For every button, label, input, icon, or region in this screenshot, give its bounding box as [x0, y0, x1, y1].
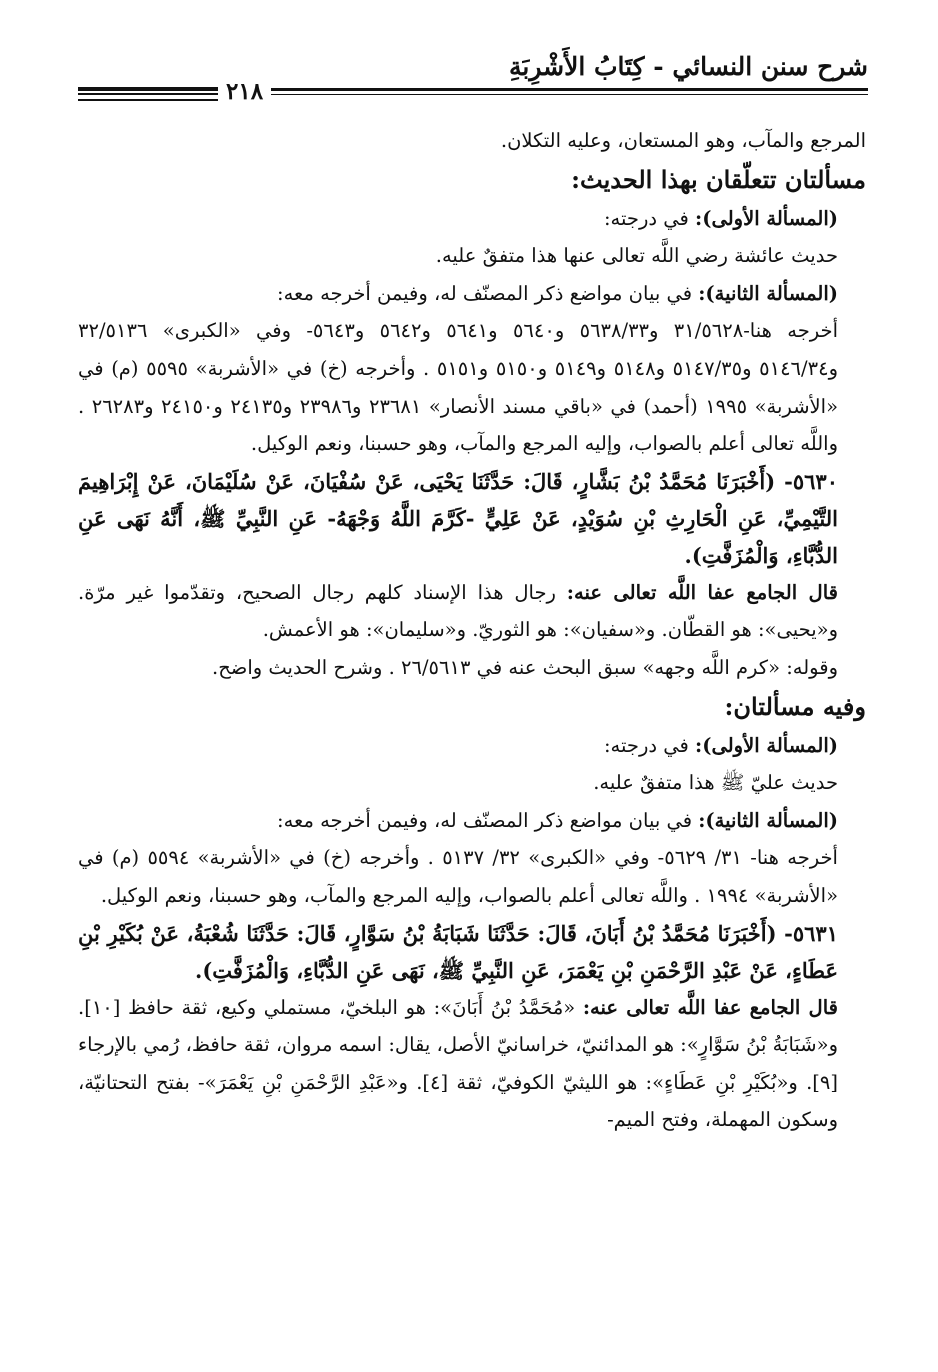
issue-text: في بيان مواضع ذكر المصنّف له، وفيمن أخرجه معه: [277, 281, 699, 305]
header-title: شرح سنن النسائي - كِتَابُ الأَشْرِبَةِ [508, 52, 868, 81]
section-heading: وفيه مسألتان: [724, 691, 866, 721]
issue-one [78, 200, 866, 238]
issue-one [78, 727, 866, 765]
issue-text: في بيان مواضع ذكر المصنّف له، وفيمن أخرجه معه: [277, 808, 699, 832]
hadith-text: ٥٦٣١- (أَخْبَرَنَا مُحَمَّدُ بْنُ أَبَانَ، قَالَ: حَدَّثَنَا شَبَابَةُ بْنُ سَوَّارٍ، قَالَ: حَدَّثَنَا شُعْبَةُ، عَنْ بُكَيْرِ بْنِ عَطَاءٍ، عَنْ عَبْدِ الرَّحْمَنِ بْنِ يَعْمَرَ، عَنِ النَّبِيِّ ﷺ، نَهَى عَنِ الدُّبَّاءِ، وَالْمُزَفَّتِ). [78, 920, 838, 983]
page-number-rule [78, 99, 218, 101]
page-number: ٢١٨ [218, 78, 271, 105]
issue-label: (المسألة الأولى): [695, 206, 838, 230]
page-number-rule [78, 93, 218, 95]
commentary-paragraph [78, 989, 866, 1139]
issue-answer: حديث عائشة رضي اللَّه تعالى عنها هذا متفقٌ عليه. [435, 244, 838, 268]
commentary-text: رجال هذا الإسناد كلهم رجال الصحيح، وتقدّموا غير مرّة. و«يحيى»: هو القطّان. و«سفيان»: هو الثوريّ. و«سليمان»: هو الأعمش. [78, 580, 838, 642]
issue-text: في درجته: [603, 206, 696, 230]
issue-text: في درجته: [603, 733, 696, 757]
issue-label: (المسألة الثانية): [698, 808, 838, 832]
takhrij-paragraph: أخرجه هنا-٣١/٥٦٢٨ و٥٦٣٨/٣٣ و٥٦٤٠ و٥٦٤١ و٥٦٤٢ و٥٦٤٣- وفي «الكبرى» ٣٢/٥١٣٦ و٥١٤٦/٣٤ و٥١٤٧/٣٥ و٥١٤٨ و٥١٤٩ و٥١٥٠ و٥١٥١ . وأخرجه (خ) في «الأشربة» ٥٥٩٥ (م) في «الأشربة» ١٩٩٥ (أحمد) في «باقي مسند الأنصار» ٢٣٦٨١ و٢٣٩٨٦ و٢٤١٣٥ و٢٤١٥٠ و٢٦٢٨٣ . واللَّه تعالى أعلم بالصواب، وإليه المرجع والمآب، وهو حسبنا، ونعم الوكيل. [78, 319, 839, 456]
body-paragraph: وقوله: «كرم اللَّه وجهه» سبق البحث عنه في ٢٦/٥٦١٣ . وشرح الحديث واضح. [212, 655, 838, 679]
takhrij-paragraph: أخرجه هنا- ٣١/ ٥٦٢٩- وفي «الكبرى» ٣٢/ ٥١٣٧ . وأخرجه (خ) في «الأشربة» ٥٥٩٤ (م) في «الأشربة» ١٩٩٤ . واللَّه تعالى أعلم بالصواب، وإليه المرجع والمآب، وهو حسبنا، ونعم الوكيل. [78, 846, 838, 907]
issue-label: (المسألة الأولى): [695, 733, 838, 757]
page-body [78, 122, 866, 1139]
commentary-text: «مُحَمَّدُ بْنُ أَبَانَ»: هو البلخيّ، مستملي وكيع، ثقة حافظ [١٠]. و«شَبَابَةُ بْنُ سَوَّارٍ»: هو المدائنيّ، خراسانيّ الأصل، يقال: اسمه مروان، ثقة حافظ، رُمي بالإرجاء [٩]. و«بُكَيْرِ بْنِ عَطَاءٍ»: هو الليثيّ الكوفيّ، ثقة [٤]. و«عَبْدِ الرَّحْمَنِ بْنِ يَعْمَرَ»- بفتح التحتانيّة، وسكون المهملة، وفتح الميم- [77, 995, 838, 1132]
page-number-rule [78, 87, 218, 89]
page-number-block [78, 78, 338, 108]
commentary-paragraph [78, 574, 866, 649]
hadith-text: ٥٦٣٠- (أَخْبَرَنَا مُحَمَّدُ بْنُ بَشَّارٍ، قَالَ: حَدَّثَنَا يَحْيَى، عَنْ سُفْيَانَ، عَنْ سُلَيْمَانَ، عَنْ إِبْرَاهِيمَ التَّيْمِيِّ، عَنِ الْحَارِثِ بْنِ سُوَيْدٍ، عَنْ عَلِيٍّ -كَرَّمَ اللَّهُ وَجْهَهُ- عَنِ النَّبِيِّ ﷺ، أَنَّهُ نَهَى عَنِ الدُّبَّاءِ، وَالْمُزَفَّتِ). [78, 468, 838, 568]
body-paragraph: المرجع والمآب، وهو المستعان، وعليه التكلان. [500, 129, 866, 152]
issue-label: (المسألة الثانية): [698, 281, 838, 305]
commentary-label: قال الجامع عفا اللَّه تعالى عنه: [566, 580, 838, 604]
commentary-label: قال الجامع عفا اللَّه تعالى عنه: [582, 995, 838, 1019]
issue-answer: حديث عليّ ﷺ هذا متفقٌ عليه. [593, 771, 838, 795]
issue-two [78, 275, 866, 313]
issue-two [78, 802, 866, 840]
section-heading: مسألتان تتعلّقان بهذا الحديث: [571, 164, 866, 194]
